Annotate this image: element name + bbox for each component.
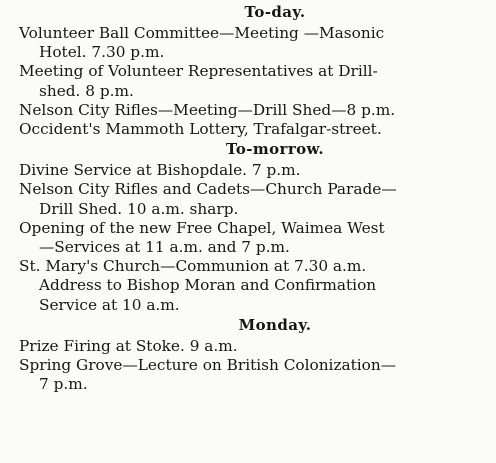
listing-entry	[20, 337, 490, 356]
entry-line: Divine Service at Bishopdale. 7 p.m.	[19, 161, 301, 180]
listing-entry	[20, 180, 490, 218]
section-today	[20, 3, 490, 139]
entry-line: shed. 8 p.m.	[39, 81, 134, 100]
entry-line: Hotel. 7.30 p.m.	[39, 43, 165, 62]
entry-line: Meeting of Volunteer Representatives at Drill-	[19, 62, 378, 81]
entry-line: Service at 10 a.m.	[39, 295, 180, 314]
listing-entry	[20, 161, 490, 180]
section-heading-tomorrow: To-morrow.	[226, 140, 324, 159]
entry-line: Address to Bishop Moran and Confirmation	[39, 276, 377, 295]
entry-line: Opening of the new Free Chapel, Waimea West	[19, 218, 385, 237]
entry-line: 7 p.m.	[39, 375, 88, 394]
listing-entry	[20, 219, 490, 257]
entry-line: Drill Shed. 10 a.m. sharp.	[39, 199, 239, 218]
listing-entry	[20, 101, 490, 120]
section-heading-monday: Monday.	[238, 315, 312, 334]
entry-line: Volunteer Ball Committee—Meeting —Masonic	[19, 24, 385, 42]
section-tomorrow	[20, 140, 490, 315]
listing-entry	[20, 120, 490, 139]
section-monday	[20, 316, 490, 395]
listing-entry	[20, 24, 490, 62]
entry-line: Prize Firing at Stoke. 9 a.m.	[19, 336, 238, 355]
entry-line: Spring Grove—Lecture on British Colonization—	[19, 356, 397, 375]
entry-line: Nelson City Rifles and Cadets—Church Parade—	[19, 180, 397, 199]
listing-entry	[20, 356, 490, 394]
entry-line: Nelson City Rifles—Meeting—Drill Shed—8 p.m.	[19, 100, 396, 119]
entry-line: St. Mary's Church—Communion at 7.30 a.m.	[19, 257, 367, 276]
listing-entry	[20, 62, 490, 100]
entry-line: Occident's Mammoth Lottery, Trafalgar-street.	[19, 120, 382, 139]
section-heading-today: To-day.	[244, 3, 306, 21]
listing-entry	[20, 257, 490, 315]
entry-line: —Services at 11 a.m. and 7 p.m.	[39, 238, 290, 257]
